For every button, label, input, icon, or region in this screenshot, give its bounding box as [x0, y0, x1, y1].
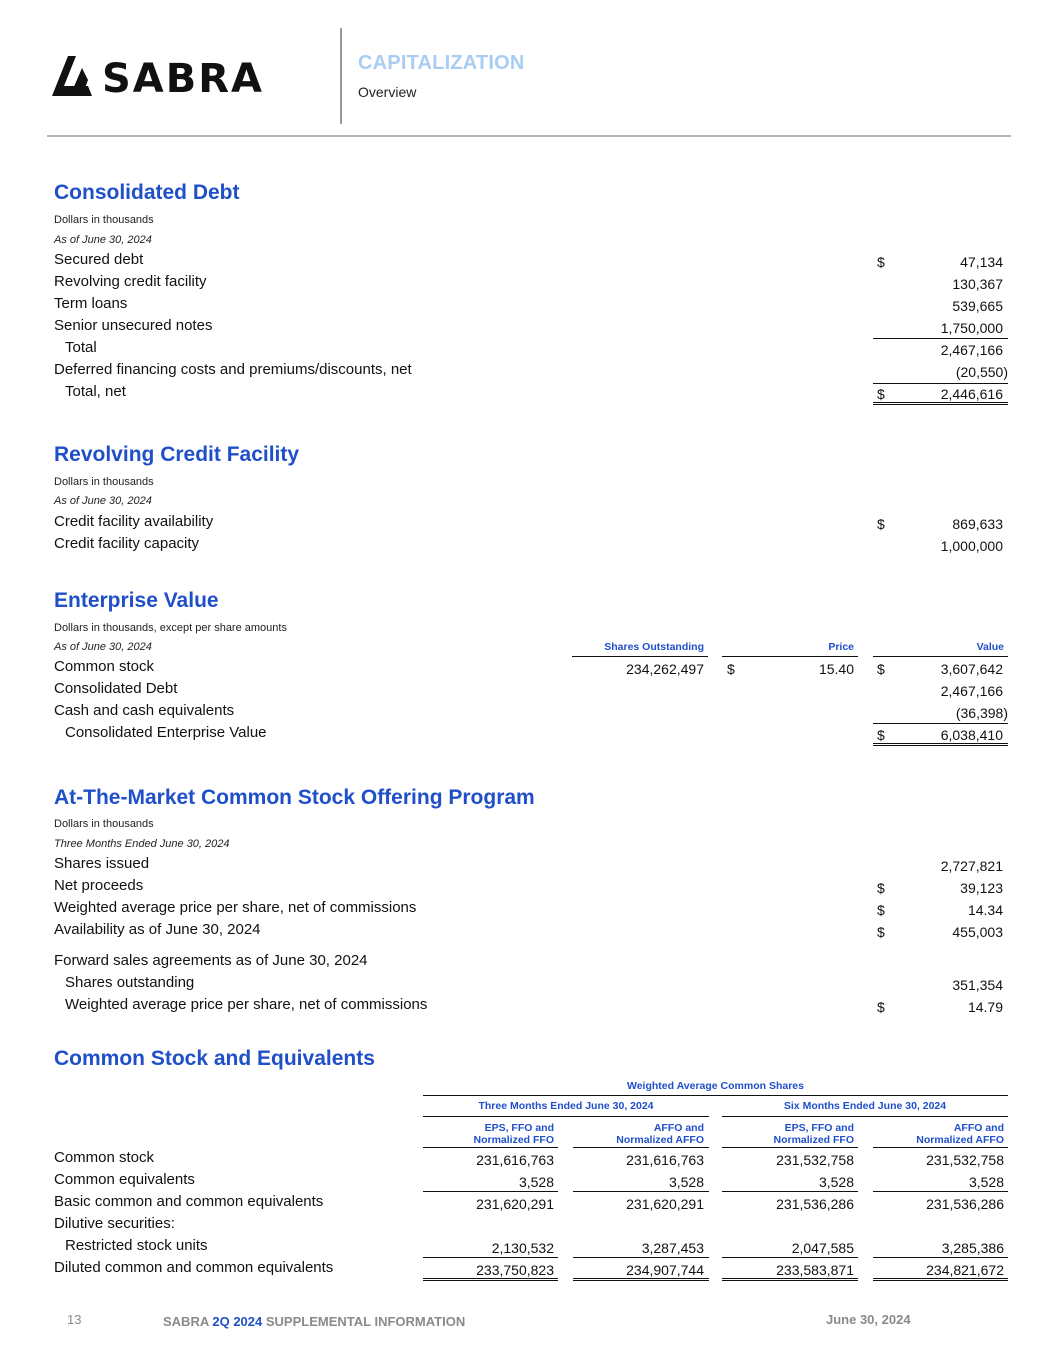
row-label: Diluted common and common equivalents: [54, 1259, 334, 1276]
cell-value: 2,130,532: [491, 1240, 554, 1256]
subtotal-rule: [873, 723, 1008, 724]
row-label: Common stock: [54, 658, 155, 675]
row-label: Secured debt: [54, 251, 144, 268]
row-label: Common stock: [54, 1149, 155, 1166]
cell-value: 3,287,453: [641, 1240, 704, 1256]
page-title: CAPITALIZATION: [358, 52, 525, 74]
dollar-sign: $: [877, 386, 885, 402]
subtotal-rule: [873, 1257, 1008, 1258]
subtotal-rule: [423, 1257, 558, 1258]
cell-value: 231,616,763: [626, 1152, 704, 1168]
total-double-rule: [873, 743, 1008, 746]
cell-value: 3,528: [518, 1174, 554, 1190]
row-label: Cash and cash equivalents: [54, 702, 235, 719]
row-label: Deferred financing costs and premiums/discounts, net: [54, 361, 412, 378]
row-label: Senior unsecured notes: [54, 317, 213, 334]
row-value: 2,467,166: [940, 342, 1003, 358]
row-label: Weighted average price per share, net of commissions: [54, 899, 417, 916]
row-label: Total, net: [65, 383, 126, 400]
group-header-three-months: Three Months Ended June 30, 2024: [478, 1100, 654, 1112]
row-value: 3,607,642: [940, 661, 1003, 677]
row-value: 6,038,410: [940, 727, 1003, 743]
row-value: (36,398): [955, 705, 1008, 721]
col-header: AFFO and Normalized AFFO: [916, 1122, 1004, 1146]
dollar-sign: $: [727, 661, 735, 677]
header-rule: [873, 1147, 1008, 1148]
row-value: 539,665: [952, 298, 1003, 314]
period-note: Three Months Ended June 30, 2024: [54, 838, 230, 850]
cell-value: 231,532,758: [776, 1152, 854, 1168]
header-rule: [573, 1147, 709, 1148]
header-rule: [572, 656, 708, 657]
as-of-note: As of June 30, 2024: [54, 495, 152, 507]
header-rule: [722, 1116, 1008, 1117]
row-value: 455,003: [952, 924, 1003, 940]
cell-value: 3,528: [968, 1174, 1004, 1190]
row-label: Shares issued: [54, 855, 150, 872]
row-value: 130,367: [952, 276, 1003, 292]
row-value: 14.34: [967, 902, 1003, 918]
units-note: Dollars in thousands: [54, 818, 154, 830]
subtotal-rule: [722, 1257, 858, 1258]
row-value: 2,467,166: [940, 683, 1003, 699]
col-header: EPS, FFO and Normalized FFO: [773, 1122, 854, 1146]
as-of-note: As of June 30, 2024: [54, 641, 152, 653]
total-double-rule: [873, 1278, 1008, 1281]
cell-value: 234,821,672: [926, 1262, 1004, 1278]
cell-value: 3,285,386: [941, 1240, 1004, 1256]
row-value: 14.79: [967, 999, 1003, 1015]
cell-value: 231,616,763: [476, 1152, 554, 1168]
row-label: Dilutive securities:: [54, 1215, 175, 1232]
row-label: Restricted stock units: [65, 1237, 208, 1254]
units-note: Dollars in thousands: [54, 214, 154, 226]
col-header-value: Value: [976, 641, 1004, 653]
row-label: Total: [65, 339, 97, 356]
row-label: Consolidated Enterprise Value: [65, 724, 267, 741]
svg-text:SABRA: SABRA: [102, 56, 265, 100]
dollar-sign: $: [877, 999, 885, 1015]
row-label: Consolidated Debt: [54, 680, 178, 697]
shares-value: 234,262,497: [626, 661, 704, 677]
cell-value: 231,536,286: [926, 1196, 1004, 1212]
cell-value: 233,583,871: [776, 1262, 854, 1278]
total-double-rule: [873, 402, 1008, 405]
subtotal-rule: [573, 1257, 709, 1258]
section-title-enterprise: Enterprise Value: [54, 589, 219, 612]
section-title-revolving: Revolving Credit Facility: [54, 443, 300, 466]
super-header: Weighted Average Common Shares: [627, 1080, 804, 1092]
total-double-rule: [722, 1278, 858, 1281]
header-rule: [423, 1116, 709, 1117]
row-value: 2,446,616: [940, 386, 1003, 402]
row-value: (20,550): [955, 364, 1008, 380]
cell-value: 2,047,585: [791, 1240, 854, 1256]
col-header: EPS, FFO and Normalized FFO: [473, 1122, 554, 1146]
cell-value: 234,907,744: [626, 1262, 704, 1278]
cell-value: 231,620,291: [626, 1196, 704, 1212]
group-header-six-months: Six Months Ended June 30, 2024: [783, 1100, 947, 1112]
subtotal-rule: [573, 1191, 709, 1192]
cell-value: 231,532,758: [926, 1152, 1004, 1168]
dollar-sign: $: [877, 880, 885, 896]
row-value: 39,123: [960, 880, 1003, 896]
row-value: 1,000,000: [940, 538, 1003, 554]
row-label: Term loans: [54, 295, 128, 312]
header-rule: [722, 1147, 858, 1148]
row-label: Shares outstanding: [65, 974, 195, 991]
col-header-shares: Shares Outstanding: [604, 641, 704, 653]
row-value: 47,134: [960, 254, 1003, 270]
footer-date: June 30, 2024: [826, 1312, 911, 1327]
row-value: 2,727,821: [940, 858, 1003, 874]
total-double-rule: [573, 1278, 709, 1281]
row-value: 869,633: [952, 516, 1003, 532]
price-value: 15.40: [818, 661, 854, 677]
row-value: 1,750,000: [940, 320, 1003, 336]
header-rule: [423, 1147, 558, 1148]
header-rule: [873, 656, 1008, 657]
dollar-sign: $: [877, 924, 885, 940]
subtotal-rule: [873, 338, 1008, 339]
row-label: Basic common and common equivalents: [54, 1193, 324, 1210]
section-title-atm: At-The-Market Common Stock Offering Program: [54, 786, 535, 809]
header-rule: [722, 656, 858, 657]
col-header: AFFO and Normalized AFFO: [616, 1122, 704, 1146]
subtotal-rule: [873, 1191, 1008, 1192]
row-label: Credit facility capacity: [54, 535, 200, 552]
dollar-sign: $: [877, 661, 885, 677]
cell-value: 3,528: [818, 1174, 854, 1190]
col-header-price: Price: [828, 641, 854, 653]
dollar-sign: $: [877, 902, 885, 918]
section-title-common-stock: Common Stock and Equivalents: [54, 1047, 375, 1070]
section-title-consolidated-debt: Consolidated Debt: [54, 181, 240, 204]
subtotal-rule: [423, 1191, 558, 1192]
row-label: Weighted average price per share, net of commissions: [65, 996, 428, 1013]
cell-value: 231,536,286: [776, 1196, 854, 1212]
header-divider: [340, 28, 342, 124]
subtotal-rule: [873, 383, 1008, 384]
row-label: Forward sales agreements as of June 30, 2024: [54, 952, 368, 969]
dollar-sign: $: [877, 516, 885, 532]
row-value: 351,354: [952, 977, 1003, 993]
dollar-sign: $: [877, 727, 885, 743]
subtotal-rule: [722, 1191, 858, 1192]
page-subtitle: Overview: [358, 84, 417, 100]
row-label: Net proceeds: [54, 877, 144, 894]
header-rule: [47, 135, 1011, 137]
row-label: Credit facility availability: [54, 513, 214, 530]
row-label: Common equivalents: [54, 1171, 195, 1188]
units-note: Dollars in thousands: [54, 476, 154, 488]
dollar-sign: $: [877, 254, 885, 270]
as-of-note: As of June 30, 2024: [54, 234, 152, 246]
footer-caption: SABRA 2Q 2024 SUPPLEMENTAL INFORMATION: [163, 1314, 466, 1329]
total-double-rule: [423, 1278, 558, 1281]
cell-value: 3,528: [668, 1174, 704, 1190]
cell-value: 233,750,823: [476, 1262, 554, 1278]
page-number: 13: [67, 1312, 82, 1327]
row-label: Availability as of June 30, 2024: [54, 921, 261, 938]
page-header: [0, 0, 1055, 140]
row-label: Revolving credit facility: [54, 273, 207, 290]
sabra-logo: [52, 50, 297, 100]
units-note: Dollars in thousands, except per share amounts: [54, 622, 287, 634]
cell-value: 231,620,291: [476, 1196, 554, 1212]
header-rule: [423, 1095, 1008, 1096]
